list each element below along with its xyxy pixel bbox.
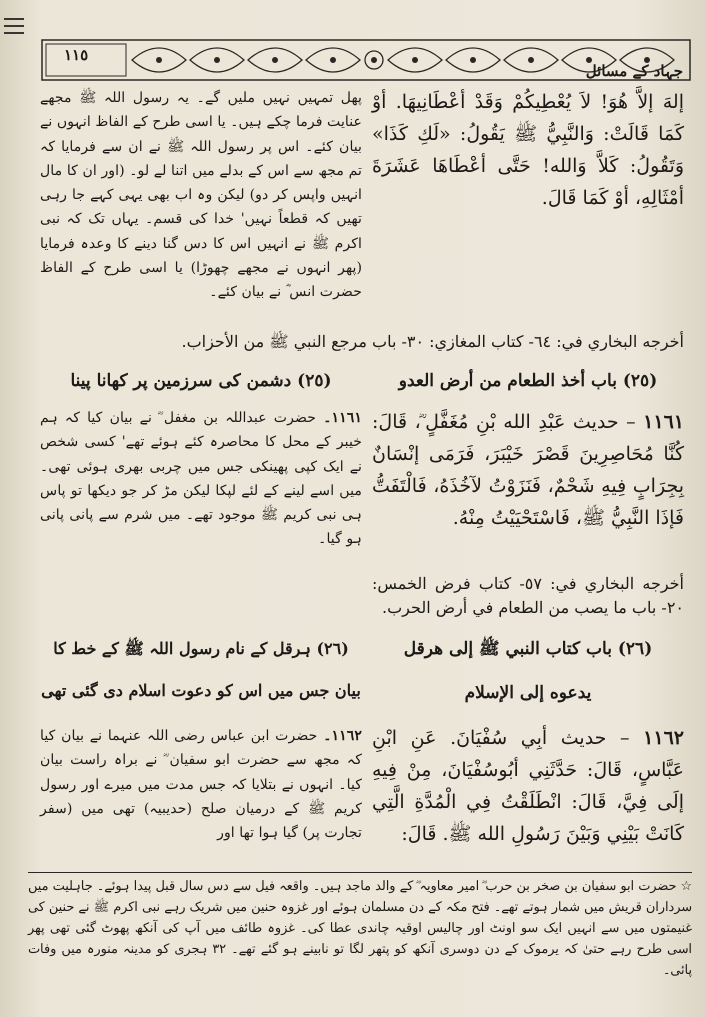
hadith-text: حضرت عبداللہ بن مغفل ؓ نے بیان کیا کہ ہم خیبر کے محل کا محاصرہ کئے ہوئے تھے' کسی شخص نے ایک کپی پھینکی جس میں چربی بھری ہوئی تھی۔ میں اسے لینے کے لئے لپکا لیکن مڑ کر جو دیکھا تو پاس ہی نبی کریم ﷺ موجود تھے۔ میں شرم سے پانی پانی ہو گیا۔	[40, 410, 362, 548]
footnote-divider	[28, 872, 692, 873]
citation-bukhari-2: أخرجه البخاري في: ٥٧- كتاب فرض الخمس: ٢٠- باب ما يصب من الطعام في أرض الحرب.	[372, 574, 684, 617]
hadith-number: ١١٦١	[643, 411, 684, 433]
hadith-number: ١١٦١۔	[323, 410, 363, 426]
urdu-continuation: پھل تمہیں نہیں ملیں گے۔ یہ رسول اللہ ﷺ مجھے عنایت فرما چکے ہیں۔ یا اسی طرح کے الفاظ انہوں نے بیان کئے۔ اس پر رسول اللہ ﷺ نے ان سے فرمایا کہ تم مجھ سے اس کے بدلے میں اتنا لے لو۔ (اور ان کا مال انہیں واپس کر دو) لیکن وہ اب بھی یہی کہے جا رہی تھیں کہ قطعاً نہیں' خدا کی قسم۔ یہاں تک کہ نبی اکرم ﷺ نے انہیں اس کا دس گنا دینے کا وعدہ فرمایا (پھر انہوں نے مجھے چھوڑا) یا اسی طرح کے الفاظ حضرت انس ؓ نے بیان کئے۔	[40, 90, 362, 301]
section-26-heading-arabic-line-1: (٢٦) باب كتاب النبي ﷺ إلى هرقل	[403, 639, 653, 659]
hadith-text: حديث عَبْدِ الله بْنِ مُغَفَّلٍ ؓ، قَالَ: كُنَّا مُحَاصِرِينَ قَصْرَ خَيْبَرَ، فَرَمَى إنْسَانٌ بِجِرَابٍ فِيهِ شَحْمٌ، فَنَزَوْتُ لآخُذَهُ، فَالْتَفَتُّ فَإذَا النَّبِيُّ ﷺ، فَاسْتَحْيَيْتُ مِنْهُ.	[372, 411, 684, 529]
hadith-1161-urdu	[40, 406, 362, 562]
section-26-heading-urdu-line-1: (٢٦) ہرقل کے نام رسول اللہ ﷺ کے خط کا	[53, 639, 349, 658]
hadith-1161-arabic: ١١٦١ – حديث عَبْدِ الله بْنِ مُغَفَّلٍ ؓ، قَالَ: كُنَّا مُحَاصِرِينَ قَصْرَ خَيْبَرَ، فَرَمَى إنْسَانٌ بِجِرَابٍ فِيهِ شَحْمٌ، فَنَزَوْتُ لآخُذَهُ، فَالْتَفَتُّ فَإذَا النَّبِيُّ ﷺ، فَاسْتَحْيَيْتُ مِنْهُ.	[372, 411, 684, 529]
section-26-heading-urdu-line-2: بیان جس میں اس کو دعوت اسلام دی گئی تھی	[41, 681, 361, 700]
section-25-heading-arabic: (٢٥) باب أخذ الطعام من أرض العدو	[398, 371, 658, 391]
running-head: جہاد کے مسائل	[585, 62, 683, 80]
arabic-continuation: إلهَ إلاَّ هُوَ! لاَ يُعْطِيكُمْ وَقَدْ أعْطَانِيهَا. أوْ كَمَا قَالَتْ: وَالنَّبِيُّ ﷺ يَقُولُ: «لَكِ كَذَا» وَتَقُولُ: كَلاَّ وَالله! حَتَّى أعْطَاهَا عَشَرَةَ أمْثَالِهِ، أوْ كَمَا قَالَ.	[372, 91, 684, 209]
hadith-1162-arabic: ١١٦٢ – حديث أبِي سُفْيَانَ. عَنِ ابْنِ عَبَّاسٍ، قَالَ: حَدَّثَنِي أبُوسُفْيَانَ، مِنْ فِيهِ إلَى فِيَّ، قَالَ: انْطَلَقْتُ فِي الْمُدَّةِ الَّتِي كَانَتْ بَيْنِي وَبَيْنَ رَسُولِ الله ﷺ. قَالَ:	[372, 727, 684, 845]
footnote: ☆ حضرت ابو سفیان بن صخر بن حرب ؓ امیر معاویہ ؓ کے والد ماجد ہیں۔ واقعہ فیل سے دس سال قبل پیدا ہوئے۔ جاہلیت میں سرداران قریش میں شمار ہوتے تھے۔ فتح مکہ کے دن مسلمان ہوئے اور غزوہ حنین میں شریک رہے نبی اکرم ﷺ نے حنین کی غنیمتوں میں سے انہیں ایک سو اونٹ اور چالیس اوقیہ چاندی عطا کی۔ غزوہ طائف میں آپ کی آنکھ پھوٹ گئی تھی پھر اسی طرح رہے حتیٰ کہ یرموک کے دن دوسری آنکھ کو پتھر لگا تو نابینے ہو گئے تھے۔ ٣٢ ہجری کو مدینہ منورہ میں وفات پائی۔	[28, 879, 692, 978]
section-25-heading-urdu: (٢٥) دشمن کی سرزمین پر کھانا پینا	[70, 371, 332, 391]
hadith-1162-urdu	[40, 724, 362, 868]
hadith-number: ١١٦٢۔	[323, 728, 362, 744]
hadith-number: ١١٦٢	[643, 727, 684, 749]
hadith-text: حديث أبِي سُفْيَانَ. عَنِ ابْنِ عَبَّاسٍ، قَالَ: حَدَّثَنِي أبُوسُفْيَانَ، مِنْ فِيهِ إلَى فِيَّ، قَالَ: انْطَلَقْتُ فِي الْمُدَّةِ الَّتِي كَانَتْ بَيْنِي وَبَيْنَ رَسُولِ الله ﷺ. قَالَ:	[372, 727, 684, 845]
page-number: ١١٥	[64, 46, 89, 64]
citation-bukhari-1: أخرجه البخاري في: ٦٤- كتاب المغازي: ٣٠- باب مرجع النبي ﷺ من الأحزاب.	[181, 332, 684, 351]
corner-mark	[4, 18, 24, 39]
hadith-text: حضرت ابن عباس رضی اللہ عنہما نے بیان کیا کہ مجھ سے حضرت ابو سفیان ؓ نے براہ راست بیان کیا۔ انہوں نے بتلایا کہ جس مدت میں میرے اور رسول کریم ﷺ کے درمیان صلح (حدیبیہ) تھی میں (سفر تجارت پر) گیا ہوا تھا اور	[40, 728, 362, 842]
section-26-heading-arabic-line-2: يدعوه إلى الإسلام	[464, 683, 592, 703]
